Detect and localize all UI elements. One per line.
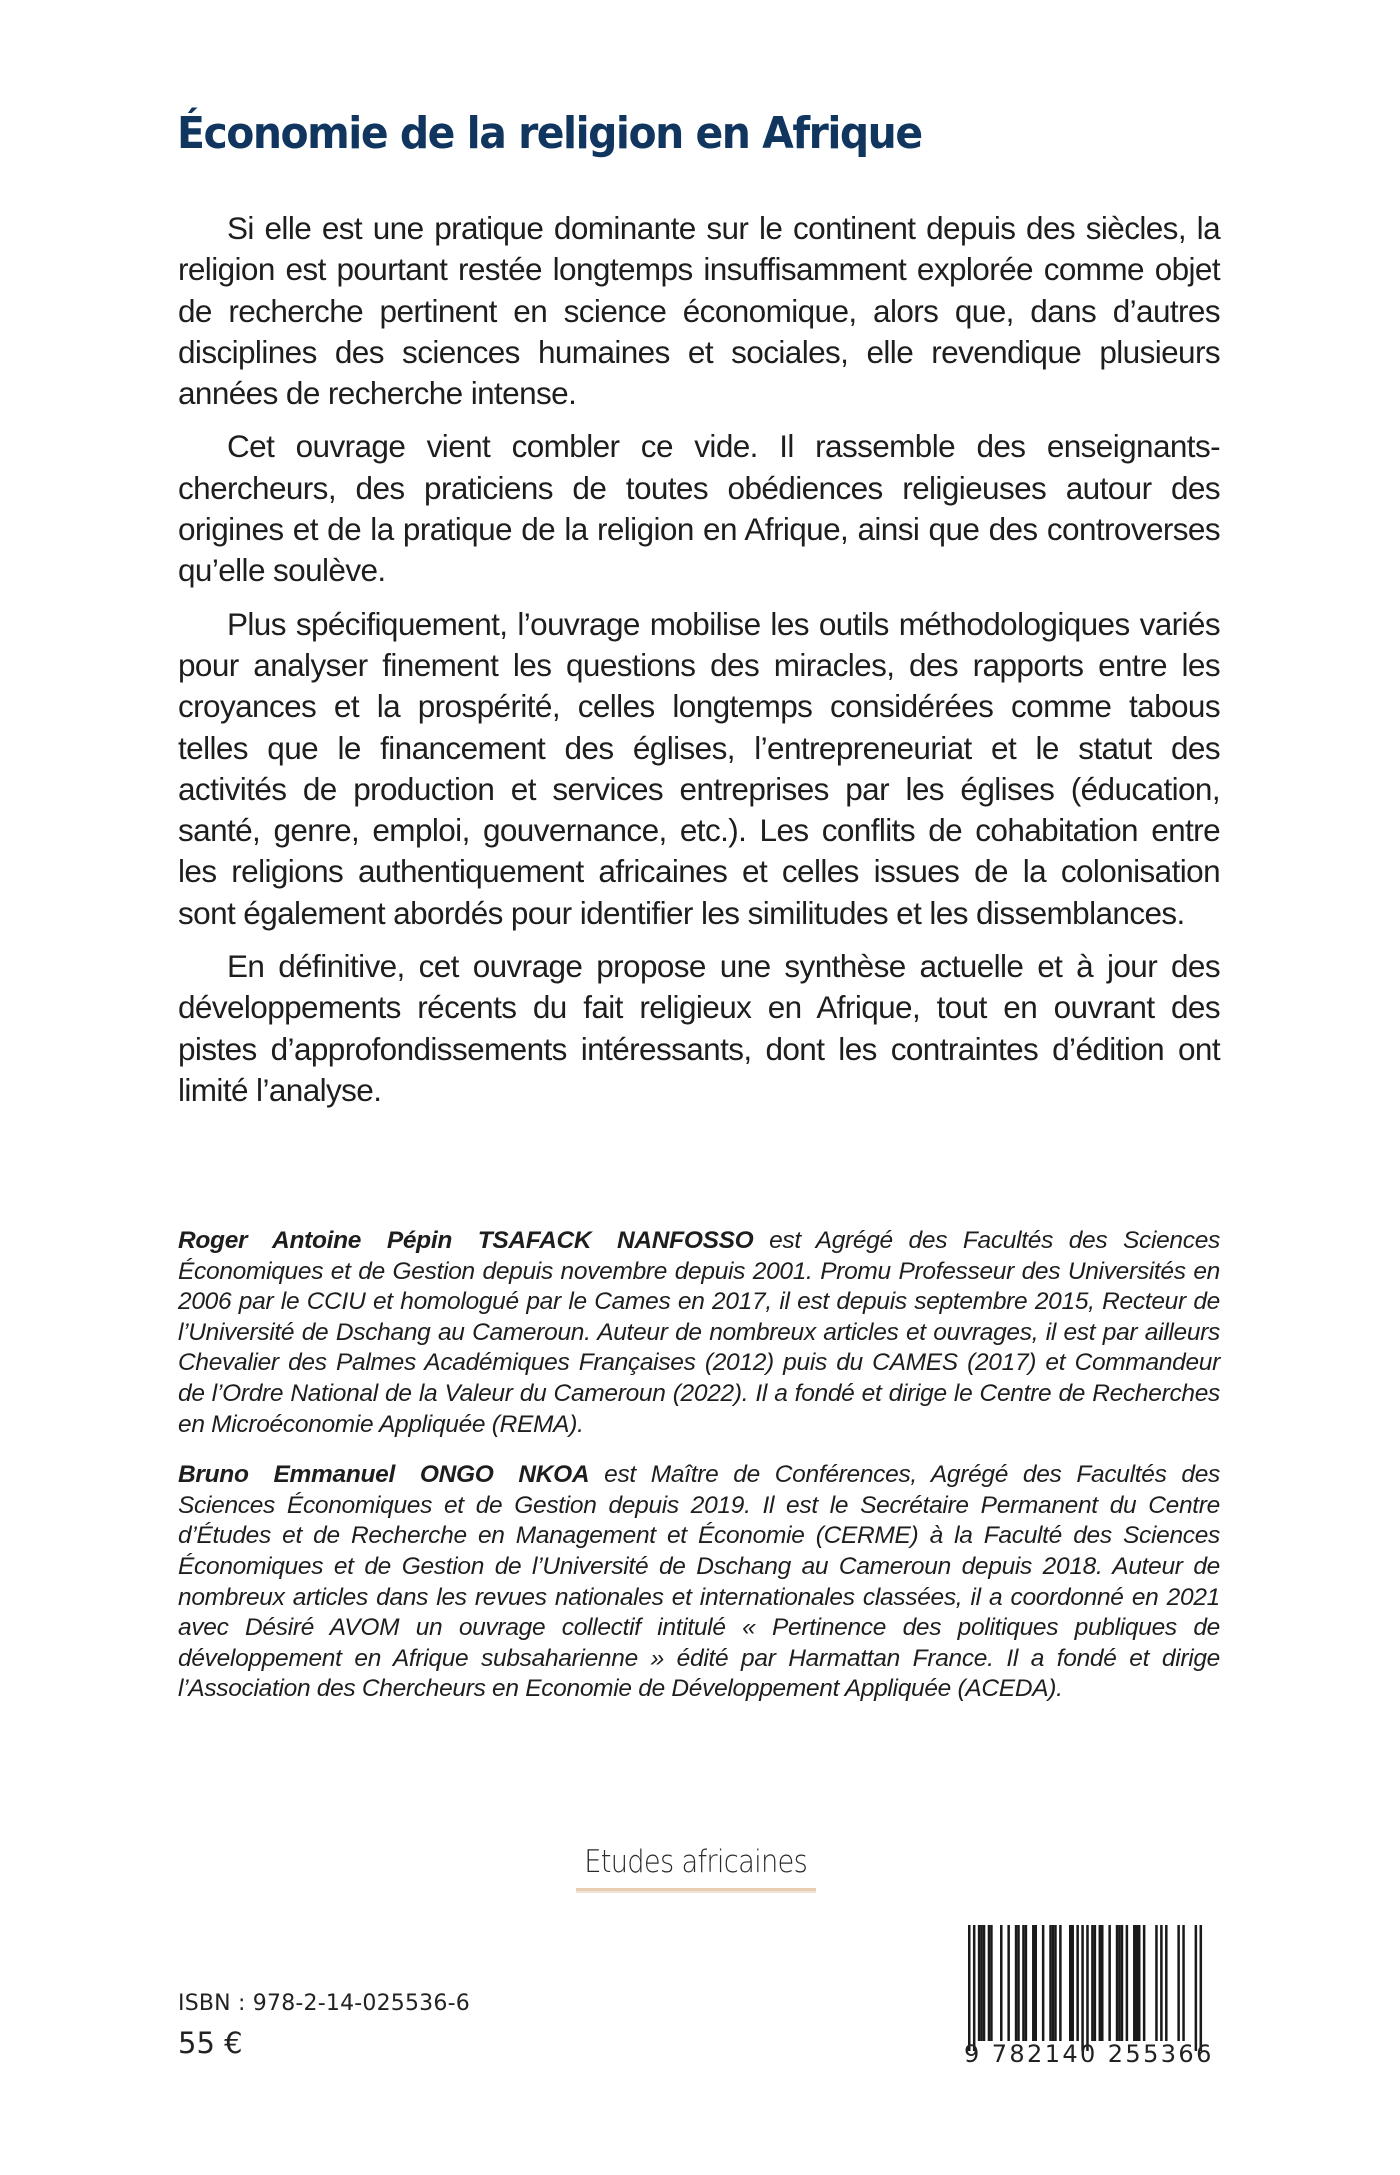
barcode-bar bbox=[1108, 1925, 1111, 2041]
barcode-bar bbox=[1022, 1925, 1025, 2041]
barcode-bar bbox=[1081, 1925, 1084, 2051]
author-bio bbox=[178, 1226, 1220, 1440]
collection-underline bbox=[576, 1888, 816, 1893]
summary-paragraph: Si elle est une pratique dominante sur le continent depuis des siècles, la religion est pourtant restée longtemps insuffisamment explorée comme objet de recherche pertinent en science économique, alors que, dans d’autres disciplines des sciences humaines et sociales, elle revendique plusieurs années de recherche intense. bbox=[178, 210, 1220, 412]
barcode-bar bbox=[1032, 1925, 1035, 2041]
barcode-bar bbox=[1133, 1925, 1136, 2041]
barcode-bar bbox=[1165, 1925, 1168, 2041]
barcode-bar bbox=[1177, 1925, 1180, 2041]
barcode-bar bbox=[1071, 1925, 1074, 2041]
isbn-label: ISBN : 978-2-14-025536-6 bbox=[178, 1991, 470, 2016]
collection-name: Etudes africaines bbox=[584, 1844, 808, 1880]
barcode-bar bbox=[1195, 1925, 1198, 2051]
barcode-bar bbox=[1160, 1925, 1163, 2041]
barcode-bar bbox=[1155, 1925, 1158, 2041]
summary-paragraph: En définitive, cet ouvrage propose une synthèse actuelle et à jour des développements récents du fait religieux en Afrique, tout en ouvrant des pistes d’approfondissements intéressants, dont les contraintes d’édition ont limité l’analyse. bbox=[178, 948, 1220, 1108]
barcode-bar bbox=[1049, 1925, 1052, 2041]
price-label: 55 € bbox=[178, 2026, 243, 2060]
barcode-bar bbox=[1054, 1925, 1057, 2041]
barcode-bar bbox=[1094, 1925, 1097, 2041]
author-bios bbox=[178, 1226, 1220, 1725]
barcode-bar bbox=[1091, 1925, 1094, 2041]
barcode-bar bbox=[1059, 1925, 1062, 2041]
barcode-bar bbox=[1076, 1925, 1079, 2041]
barcode-bar bbox=[1126, 1925, 1129, 2041]
summary-paragraph: Cet ouvrage vient combler ce vide. Il rassemble des enseignants-chercheurs, des praticiens de toutes obédiences religieuses autour des origines et de la pratique de la religion en Afrique, ainsi que des controverses qu’elle soulève. bbox=[178, 428, 1220, 589]
barcode-bar bbox=[1116, 1925, 1119, 2041]
barcode-bar bbox=[978, 1925, 981, 2041]
barcode-bar bbox=[968, 1925, 971, 2051]
barcode-bar bbox=[988, 1925, 991, 2041]
barcode-bar bbox=[1182, 1925, 1185, 2041]
barcode-bar bbox=[1121, 1925, 1124, 2041]
barcode-bar bbox=[1135, 1925, 1138, 2041]
barcode-bar bbox=[1052, 1925, 1055, 2041]
summary-paragraph: Plus spécifiquement, l’ouvrage mobilise les outils méthodologiques variés pour analyser finement les questions des miracles, des rapports entre les croyances et la prospérité, celles longtemps considérées comme tabous telles que le financement des églises, l’entrepreneuriat et le statut des activités de production et services entreprises par les églises (éducation, santé, genre, emploi, gouvernance, etc.). Les conflits de cohabitation entre les religions authentiquement africaines et celles issues de la colonisation sont également abordés pour identifier les similitudes et les dissemblances. bbox=[178, 605, 1220, 931]
barcode-bar bbox=[1200, 1925, 1203, 2051]
barcode-bars bbox=[968, 1922, 1202, 2048]
barcode-bar bbox=[1042, 1925, 1045, 2041]
barcode-bar bbox=[973, 1925, 976, 2051]
barcode-icon bbox=[968, 1922, 1202, 2042]
barcode-bar bbox=[1000, 1925, 1003, 2041]
barcode-bar bbox=[1118, 1925, 1121, 2041]
author-bio bbox=[178, 1460, 1220, 1705]
barcode-bar bbox=[1025, 1925, 1028, 2041]
barcode-bar bbox=[1015, 1925, 1018, 2041]
barcode-bar bbox=[1017, 1925, 1020, 2041]
barcode-bar bbox=[990, 1925, 993, 2041]
barcode-bar bbox=[1069, 1925, 1072, 2041]
book-title: Économie de la religion en Afrique bbox=[177, 108, 922, 159]
author-bio-text: est Agrégé des Facultés des Sciences Économiques et de Gestion depuis novembre depuis 2001. Promu Professeur des Universités en 2006 par le CCIU et homologué par le Cames en 2017, il est depuis septembre 2015, Recteur de l’Université de Dschang au Cameroun. Auteur de nombreux articles et ouvrages, il est par ailleurs Chevalier des Palmes Académiques Françaises (2012) puis du CAMES (2017) et Commandeur de l’Ordre National de la Valeur du Cameroun (2022). Il a fondé et dirige le Centre de Recherches en Microéconomie Appliquée (REMA). bbox=[178, 1227, 1220, 1438]
author-bio-text: est Maître de Conférences, Agrégé des Facultés des Sciences Économiques et de Gestion depuis 2019. Il est le Secrétaire Permanent du Centre d’Études et de Recherche en Management et Économie (CERME) à la Faculté des Sciences Économiques et de Gestion de l’Université de Dschang au Cameroun depuis 2018. Auteur de nombreux articles dans les revues nationales et internationales classées, il a coordonné en 2021 avec Désiré AVOM un ouvrage collectif intitulé « Pertinence des politiques publiques de développement en Afrique subsaharienne » édité par Harmattan France. Il a fondé et dirige l’Association des Chercheurs en Economie de Développement Appliquée (ACEDA). bbox=[178, 1461, 1221, 1703]
barcode-bar bbox=[1101, 1925, 1104, 2041]
author-name: Roger Antoine Pépin TSAFACK NANFOSSO bbox=[178, 1227, 754, 1254]
barcode-bar bbox=[980, 1925, 983, 2041]
barcode-bar bbox=[1143, 1925, 1146, 2041]
collection-block bbox=[0, 1842, 1400, 1893]
barcode-bar bbox=[983, 1925, 986, 2041]
barcode-bar bbox=[1099, 1925, 1102, 2041]
barcode-bar bbox=[1138, 1925, 1141, 2041]
book-summary bbox=[178, 208, 1220, 1123]
barcode-bar bbox=[1035, 1925, 1038, 2041]
barcode-digits: 9 782140 255366 bbox=[964, 2040, 1214, 2068]
barcode-bar bbox=[1007, 1925, 1010, 2041]
author-name: Bruno Emmanuel ONGO NKOA bbox=[178, 1461, 590, 1489]
barcode-bar bbox=[1086, 1925, 1089, 2051]
